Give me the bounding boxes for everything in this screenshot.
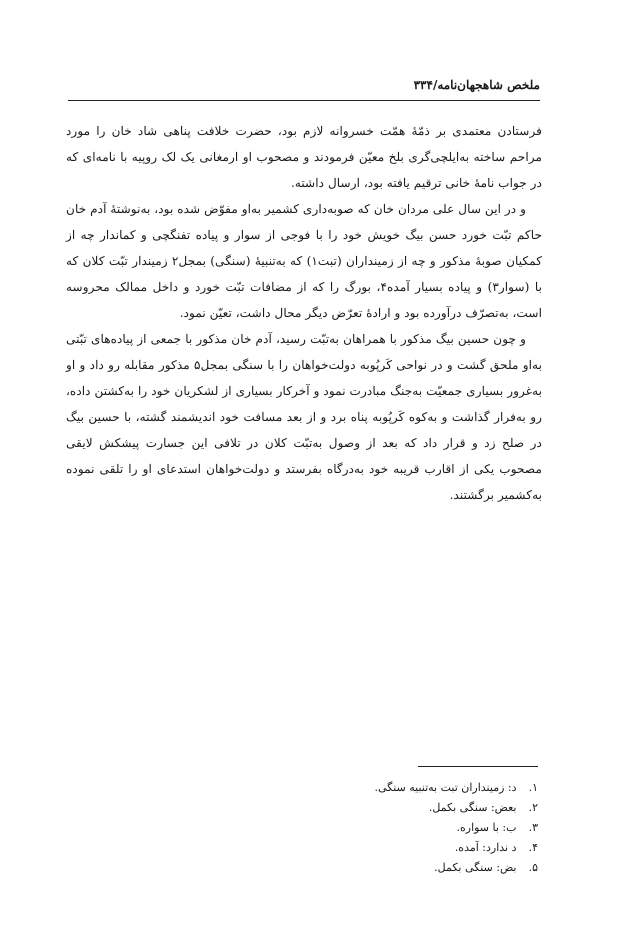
footnote-text: بعض: سنگی بکمل. [428, 801, 517, 814]
footnotes [238, 778, 538, 878]
header-title: ملخص شاهجهان‌نامه/۳۳۴ [413, 78, 540, 92]
footnote [238, 798, 538, 818]
footnote-number: ۵. [528, 861, 538, 874]
footnote-number: ۱. [528, 781, 538, 794]
footnote [238, 838, 538, 858]
footnote-text: بض: سنگی بکمل. [434, 861, 517, 874]
footnote-number: ۳. [528, 821, 538, 834]
footnote-number: ۲. [528, 801, 538, 814]
footnote [238, 858, 538, 878]
header-rule [68, 100, 540, 101]
paragraph: و در این سال علی مردان خان که صوبه‌داری کشمیر به‌او مفوّض شده بود، به‌نوشتهٔ آدم خان حاکم تبّت خورد حسن بیگ خویش خود را با فوجی از سوار و پیاده تفنگچی و کماندار چه از کمکیان صوبهٔ مذکور و چه از زمینداران (تبت۱) که به‌تنبیهٔ (سنگی) بمجل۲ زمیندار تبّت کلان که با (سوار۳) و پیاده بسیار آمده۴، بورگ را که از مضافات تبّت خورد و داخل ممالک محروسه است، به‌تصرّف درآورده بود و ارادهٔ تعرّض دیگر محال داشت، تعیّن نمود. [66, 202, 542, 320]
running-header [68, 78, 540, 92]
footnote-text: ب: با سواره. [456, 821, 517, 834]
paragraph: فرستادن معتمدی بر ذمّهٔ همّت خسروانه لازم بود، حضرت خلافت پناهی شاد خان را مورد مراحم ساخته به‌ایلچی‌گری بلخ معیّن فرمودند و مصحوب او ارمغانی یک لک روپیه با نامه‌ای که در جواب نامهٔ خانی ترقیم یافته بود، ارسال داشته. [66, 124, 542, 190]
body-text [66, 118, 542, 508]
footnote-text: د: زمینداران تبت به‌تنبیه سنگی. [374, 781, 517, 794]
footnote-rule [418, 766, 538, 767]
footnote-text: د ندارد: آمده. [454, 841, 517, 854]
footnote [238, 778, 538, 798]
footnote-number: ۴. [528, 841, 538, 854]
paragraph: و چون حسین بیگ مذکور با همراهان به‌تبّت رسید، آدم خان مذکور با جمعی از پیاده‌های تبّتی به‌او ملحق گشت و در نواحی کَرپُوبه دولت‌خواهان را با سنگی بمجل۵ مذکور مقابله رو داد و او به‌غرور بسیاری جمعیّت به‌جنگ مبادرت نمود و آخرکار بسیاری از لشکریان خود را به‌کشتن داده، رو به‌فرار گذاشت و به‌کوه کَرپُوبه پناه برد و از بعد مسافت خود اندیشمند گشته، با حسین بیگ در صلح زد و قرار داد که بعد از وصول به‌تبّت کلان در تلافی این جسارت پیشکش لایقی مصحوب یکی از اقارب قریبه خود به‌درگاه بفرستد و دولت‌خواهان استدعای او را تلقی نموده به‌کشمیر برگشتند. [66, 332, 542, 502]
footnote [238, 818, 538, 838]
